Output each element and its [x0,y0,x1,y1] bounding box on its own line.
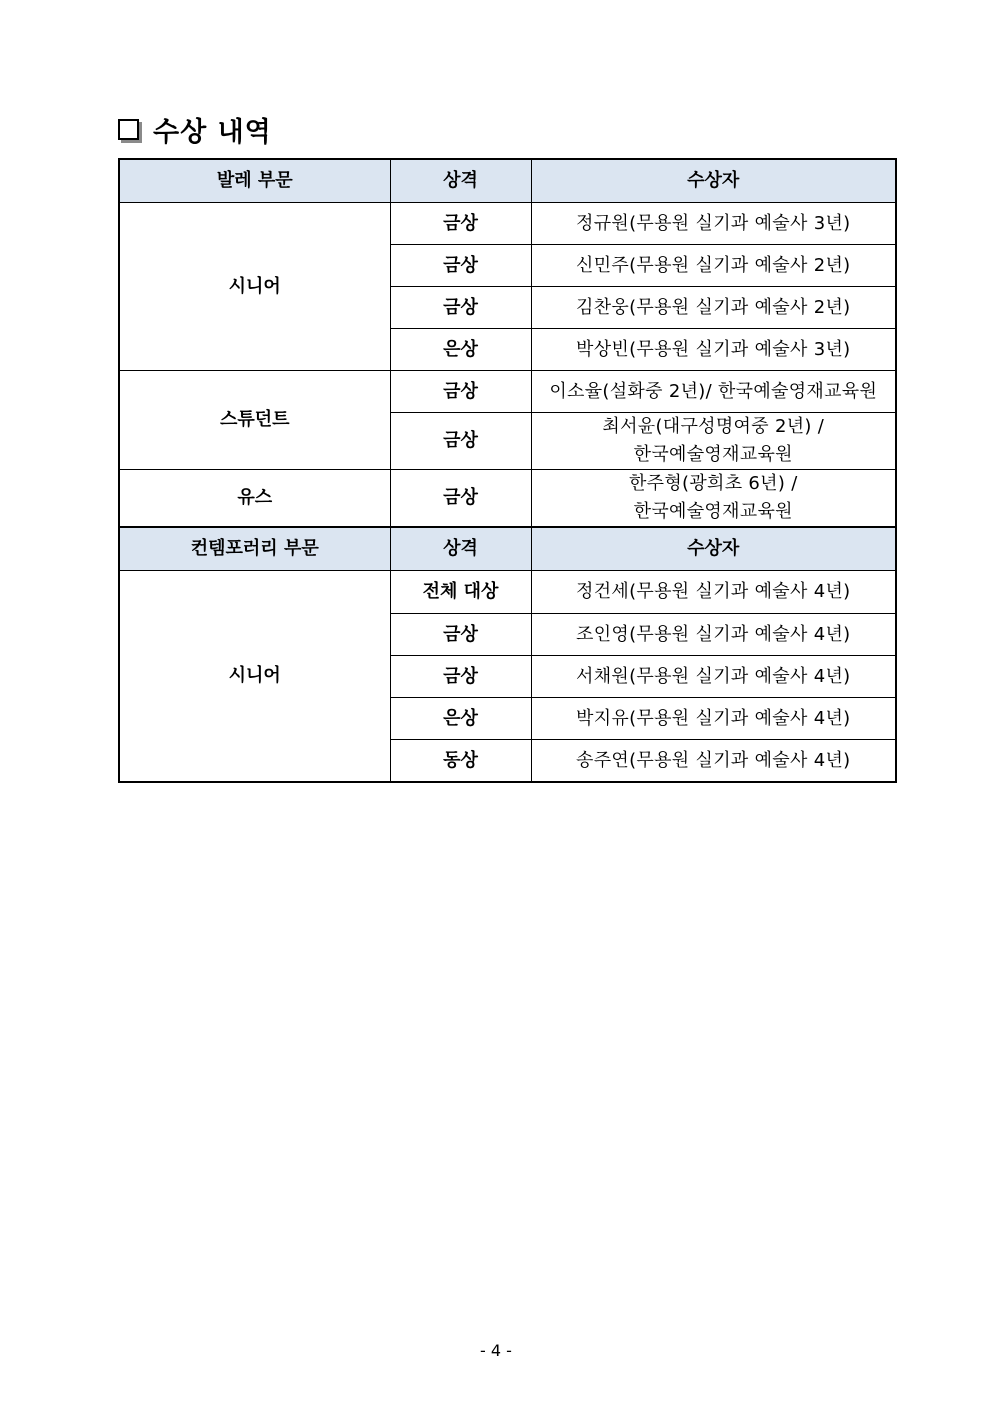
winner-cell: 정건세(무용원 실기과 예술사 4년) [531,571,896,614]
header-winner: 수상자 [531,159,896,203]
award-cell: 금상 [390,413,531,470]
category-cell: 유스 [119,470,390,528]
table-row [119,371,896,413]
header-division: 발레 부문 [119,159,390,203]
winner-line: 한국예술영재교육원 [633,501,793,522]
winner-line: 최서윤(대구성명여중 2년) / [602,416,825,437]
table-header-row [119,159,896,203]
winner-cell [531,470,896,528]
winner-line: 한국예술영재교육원 [633,444,793,465]
award-cell: 금상 [390,470,531,528]
section-heading [118,110,272,149]
winner-cell: 정규원(무용원 실기과 예술사 3년) [531,203,896,245]
header-winner: 수상자 [531,527,896,571]
section-title: 수상 내역 [153,117,272,148]
award-cell: 금상 [390,245,531,287]
award-cell: 은상 [390,329,531,371]
winner-cell: 서채원(무용원 실기과 예술사 4년) [531,656,896,698]
winner-cell: 조인영(무용원 실기과 예술사 4년) [531,614,896,656]
award-cell: 금상 [390,614,531,656]
winner-cell: 박상빈(무용원 실기과 예술사 3년) [531,329,896,371]
winner-cell: 이소율(설화중 2년)/ 한국예술영재교육원 [531,371,896,413]
header-award: 상격 [390,159,531,203]
award-cell: 금상 [390,203,531,245]
award-cell: 금상 [390,656,531,698]
winner-cell: 김찬웅(무용원 실기과 예술사 2년) [531,287,896,329]
winner-cell: 신민주(무용원 실기과 예술사 2년) [531,245,896,287]
winner-cell: 박지유(무용원 실기과 예술사 4년) [531,698,896,740]
winner-cell: 송주연(무용원 실기과 예술사 4년) [531,740,896,783]
award-cell: 금상 [390,371,531,413]
table-row [119,470,896,528]
category-cell: 시니어 [119,571,390,783]
table-header-row [119,527,896,571]
table-row [119,203,896,245]
table-row [119,571,896,614]
award-cell: 동상 [390,740,531,783]
awards-table [118,158,897,783]
award-cell: 은상 [390,698,531,740]
page-number: - 4 - [480,1341,512,1360]
header-award: 상격 [390,527,531,571]
category-cell: 시니어 [119,203,390,371]
checkbox-square-icon [118,119,139,140]
winner-line: 한주형(광희초 6년) / [628,473,798,494]
header-division: 컨템포러리 부문 [119,527,390,571]
category-cell: 스튜던트 [119,371,390,470]
winner-cell [531,413,896,470]
award-cell: 금상 [390,287,531,329]
award-cell: 전체 대상 [390,571,531,614]
